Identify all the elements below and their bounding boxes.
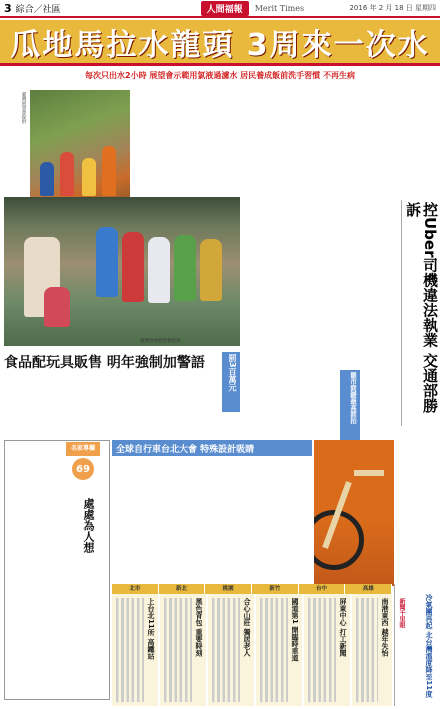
region-headline: 合心山莊 獨居老人 xyxy=(243,598,251,657)
region-tab: 新竹 xyxy=(252,584,299,594)
fine-callout: 罰3百萬元 xyxy=(222,352,240,412)
issue-date: 2016 年 2 月 18 日 星期四 xyxy=(349,4,436,12)
top-photo xyxy=(30,90,130,206)
region-headline: 上台北11所 高鐵站 xyxy=(147,598,155,660)
column-label: 名家專欄 xyxy=(66,442,100,456)
region-column xyxy=(208,594,254,706)
region-tab: 桃園 xyxy=(205,584,252,594)
masthead-logo: 人間福報 xyxy=(201,1,249,16)
world-bike-body xyxy=(112,458,312,582)
region-tab: 新北 xyxy=(159,584,206,594)
region-strip xyxy=(112,584,392,594)
region-tab: 台中 xyxy=(299,584,346,594)
region-headline: 黑色背包 重要時刻 xyxy=(195,598,203,657)
region-headline: 屏東中心 打工新聞 xyxy=(339,598,347,657)
world-bike-banner: 全球自行車台北大會 特殊設計吸睛 xyxy=(112,440,312,456)
column-number-icon: 69 xyxy=(72,458,94,480)
main-photo xyxy=(4,197,240,346)
news-label: 新聞千里眼 xyxy=(398,598,405,628)
uber-ruling-banner xyxy=(401,200,437,426)
region-column xyxy=(160,594,206,706)
region-column xyxy=(352,594,392,706)
section-label: 綜合／社區 xyxy=(15,4,61,15)
news-headline: 冷氣團再起 北台灣溫度降至11度 xyxy=(425,594,433,698)
main-headline-banner xyxy=(0,20,440,66)
region-tab: 北市 xyxy=(112,584,159,594)
region-column xyxy=(112,594,158,706)
article-body-lower-right xyxy=(242,200,398,364)
column-title: 處處為人想 xyxy=(82,498,95,553)
page-header xyxy=(0,0,440,16)
toy-food-body xyxy=(4,376,220,436)
region-column xyxy=(304,594,350,706)
page-number: 3 xyxy=(4,1,12,15)
uber-body-2 xyxy=(362,368,400,436)
region-headline: 南港東西 越年失怡 xyxy=(381,598,389,657)
column-body xyxy=(8,446,64,696)
article-body-right xyxy=(326,90,436,194)
uber-fine-callout: 罷市罰鍰最高罰拍 xyxy=(340,370,360,440)
sub-headline: 每次只出水2小時 展望會示範用氯液過濾水 居民養成飯前洗手習慣 不再生病 xyxy=(85,71,355,80)
uber-ruling-headline: 控Uber司機違法執業 交通部勝訴 xyxy=(404,202,439,413)
toy-food-headline: 食品配玩具販售 明年強制加警語 xyxy=(4,355,205,371)
main-photo-caption: 臺灣世界展望會提供 xyxy=(140,339,181,344)
bike-photo xyxy=(314,440,394,586)
region-headline: 國道第1 開臨時車道 xyxy=(291,598,299,662)
main-headline: 瓜地馬拉水龍頭 3周來一次水 xyxy=(10,27,430,63)
masthead-english: Merit Times xyxy=(254,3,305,13)
region-tab: 高雄 xyxy=(345,584,392,594)
article-body-middle xyxy=(134,90,324,194)
uber-body xyxy=(242,368,338,436)
region-column xyxy=(256,594,302,706)
top-photo-caption: 臺灣展望會提供 xyxy=(21,92,26,124)
header-rule xyxy=(0,16,440,18)
